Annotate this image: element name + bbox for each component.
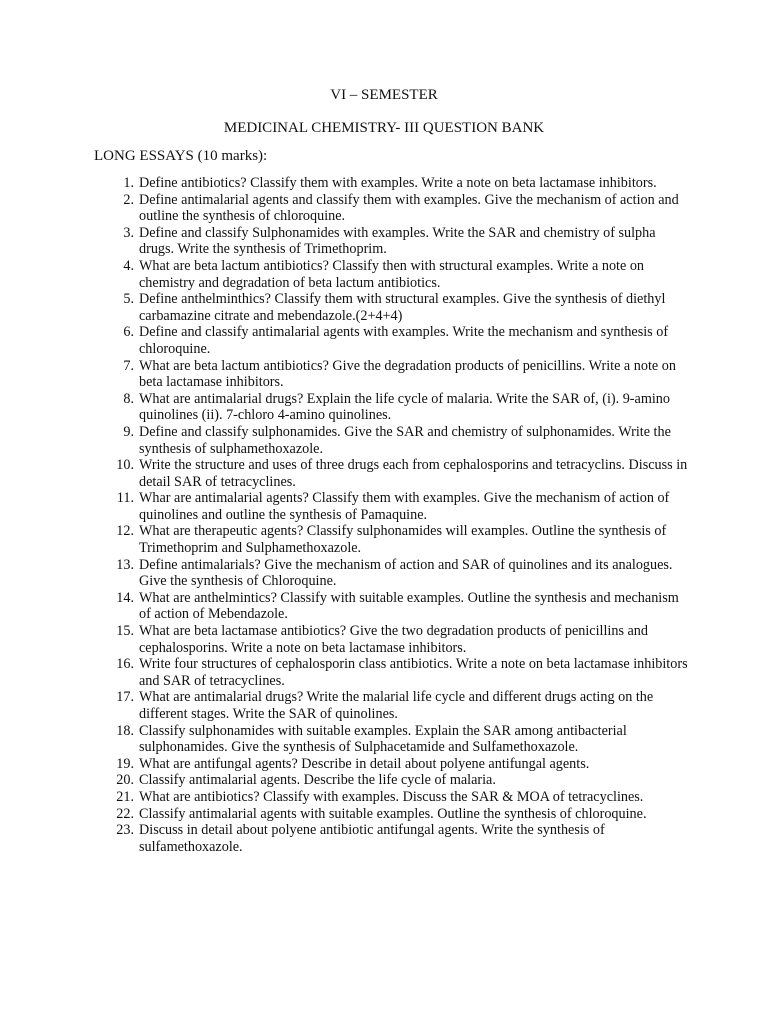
question-text: Classify sulphonamides with suitable examples. Explain the SAR among antibacterial sulphonamides. Give the synthesis of Sulphacetamide and Sulfamethoxazole. [139,722,627,756]
question-text: Write the structure and uses of three drugs each from cephalosporins and tetracyclins. Discuss in detail SAR of tetracyclines. [139,457,688,490]
question-item [0,772,768,789]
question-number: 8. [123,390,134,407]
question-item [0,291,768,324]
question-number: 19. [116,755,134,772]
question-number: 5. [123,291,134,308]
question-text: Define and classify Sulphonamides with examples. Write the SAR and chemistry of sulpha drugs. Write the synthesis of Trimethoprim. [139,224,656,258]
question-number: 12. [116,523,134,540]
question-number: 17. [116,689,134,706]
question-number: 15. [116,623,134,640]
question-text: Classify antimalarial agents with suitable examples. Outline the synthesis of chloroquine. [139,805,647,822]
question-number: 20. [116,772,134,789]
question-number: 13. [116,556,134,573]
question-item [0,225,768,258]
question-number: 7. [123,357,134,374]
question-text: What are therapeutic agents? Classify sulphonamides will examples. Outline the synthesis of Trimethoprim and Sulphamethoxazole. [139,523,667,557]
question-number: 3. [123,224,134,241]
semester-heading: VI – SEMESTER [330,87,438,103]
question-number: 6. [123,324,134,341]
question-text: Define antimalarials? Give the mechanism of action and SAR of quinolines and its analogues. Give the synthesis of Chloroquine. [139,556,673,590]
question-number: 16. [116,656,134,673]
question-text: Discuss in detail about polyene antibiotic antifungal agents. Write the synthesis of sulfamethoxazole. [139,822,605,855]
question-item [0,391,768,424]
question-item [0,723,768,756]
question-list [0,175,768,855]
question-text: Classify antimalarial agents. Describe the life cycle of malaria. [139,772,496,789]
question-text: What are antimalarial drugs? Write the malarial life cycle and different drugs acting on the different stages. Write the SAR of quinolines. [139,689,654,722]
question-item [0,822,768,855]
question-text: What are antifungal agents? Describe in detail about polyene antifungal agents. [139,755,590,772]
question-text: What are beta lactamase antibiotics? Give the two degradation products of penicillins and cephalosporins. Write a note on beta lactamase inhibitors. [139,623,648,656]
question-number: 2. [123,191,134,208]
question-number: 22. [116,805,134,822]
question-item [0,806,768,823]
question-text: Define anthelminthics? Classify them with structural examples. Give the synthesis of diethyl carbamazine citrate and mebendazole.(2+4+4) [139,291,666,324]
question-text: What are antimalarial drugs? Explain the life cycle of malaria. Write the SAR of, (i). 9-amino quinolines (ii). 7-chloro 4-amino quinolines. [139,390,670,424]
question-number: 1. [123,175,134,191]
question-number: 23. [116,822,134,839]
question-text: Define and classify antimalarial agents with examples. Write the mechanism and synthesis of chloroquine. [139,324,669,357]
question-text: Whar are antimalarial agents? Classify them with examples. Give the mechanism of action of quinolines and outline the synthesis of Pamaquine. [139,490,670,523]
question-number: 10. [116,457,134,474]
question-item [0,656,768,689]
question-number: 11. [116,490,134,507]
question-item [0,789,768,806]
question-number: 18. [116,722,134,739]
question-item [0,689,768,722]
question-item [0,358,768,391]
question-number: 9. [123,423,134,440]
question-text: What are anthelmintics? Classify with suitable examples. Outline the synthesis and mechanism of action of Mebendazole. [139,589,679,623]
question-number: 14. [116,589,134,606]
question-number: 4. [123,257,134,274]
section-heading: LONG ESSAYS (10 marks): [94,148,268,164]
question-text: What are beta lactum antibiotics? Classify then with structural examples. Write a note on chemistry and degradation of beta lactum antibiotics. [139,257,645,291]
question-item [0,457,768,490]
question-text: Write four structures of cephalosporin class antibiotics. Write a note on beta lactamase inhibitors and SAR of tetracyclines. [139,656,688,689]
question-item [0,424,768,457]
question-number: 21. [116,788,134,805]
question-item [0,623,768,656]
document-title: MEDICINAL CHEMISTRY- III QUESTION BANK [223,120,545,136]
question-text: What are antibiotics? Classify with examples. Discuss the SAR & MOA of tetracyclines. [139,788,644,805]
question-item [0,258,768,291]
question-text: Define antimalarial agents and classify them with examples. Give the mechanism of action and outline the synthesis of chloroquine. [139,191,679,225]
question-item [0,756,768,773]
question-item [0,523,768,556]
question-item [0,590,768,623]
question-text: What are beta lactum antibiotics? Give the degradation products of penicillins. Write a note on beta lactamase inhibitors. [139,357,676,391]
question-item [0,557,768,590]
question-text: Define and classify sulphonamides. Give the SAR and chemistry of sulphonamides. Write the synthesis of sulphamethoxazole. [139,423,671,457]
question-item [0,324,768,357]
question-item [0,175,768,192]
question-item [0,490,768,523]
question-text: Define antibiotics? Classify them with examples. Write a note on beta lactamase inhibitors. [139,175,657,191]
question-item [0,192,768,225]
